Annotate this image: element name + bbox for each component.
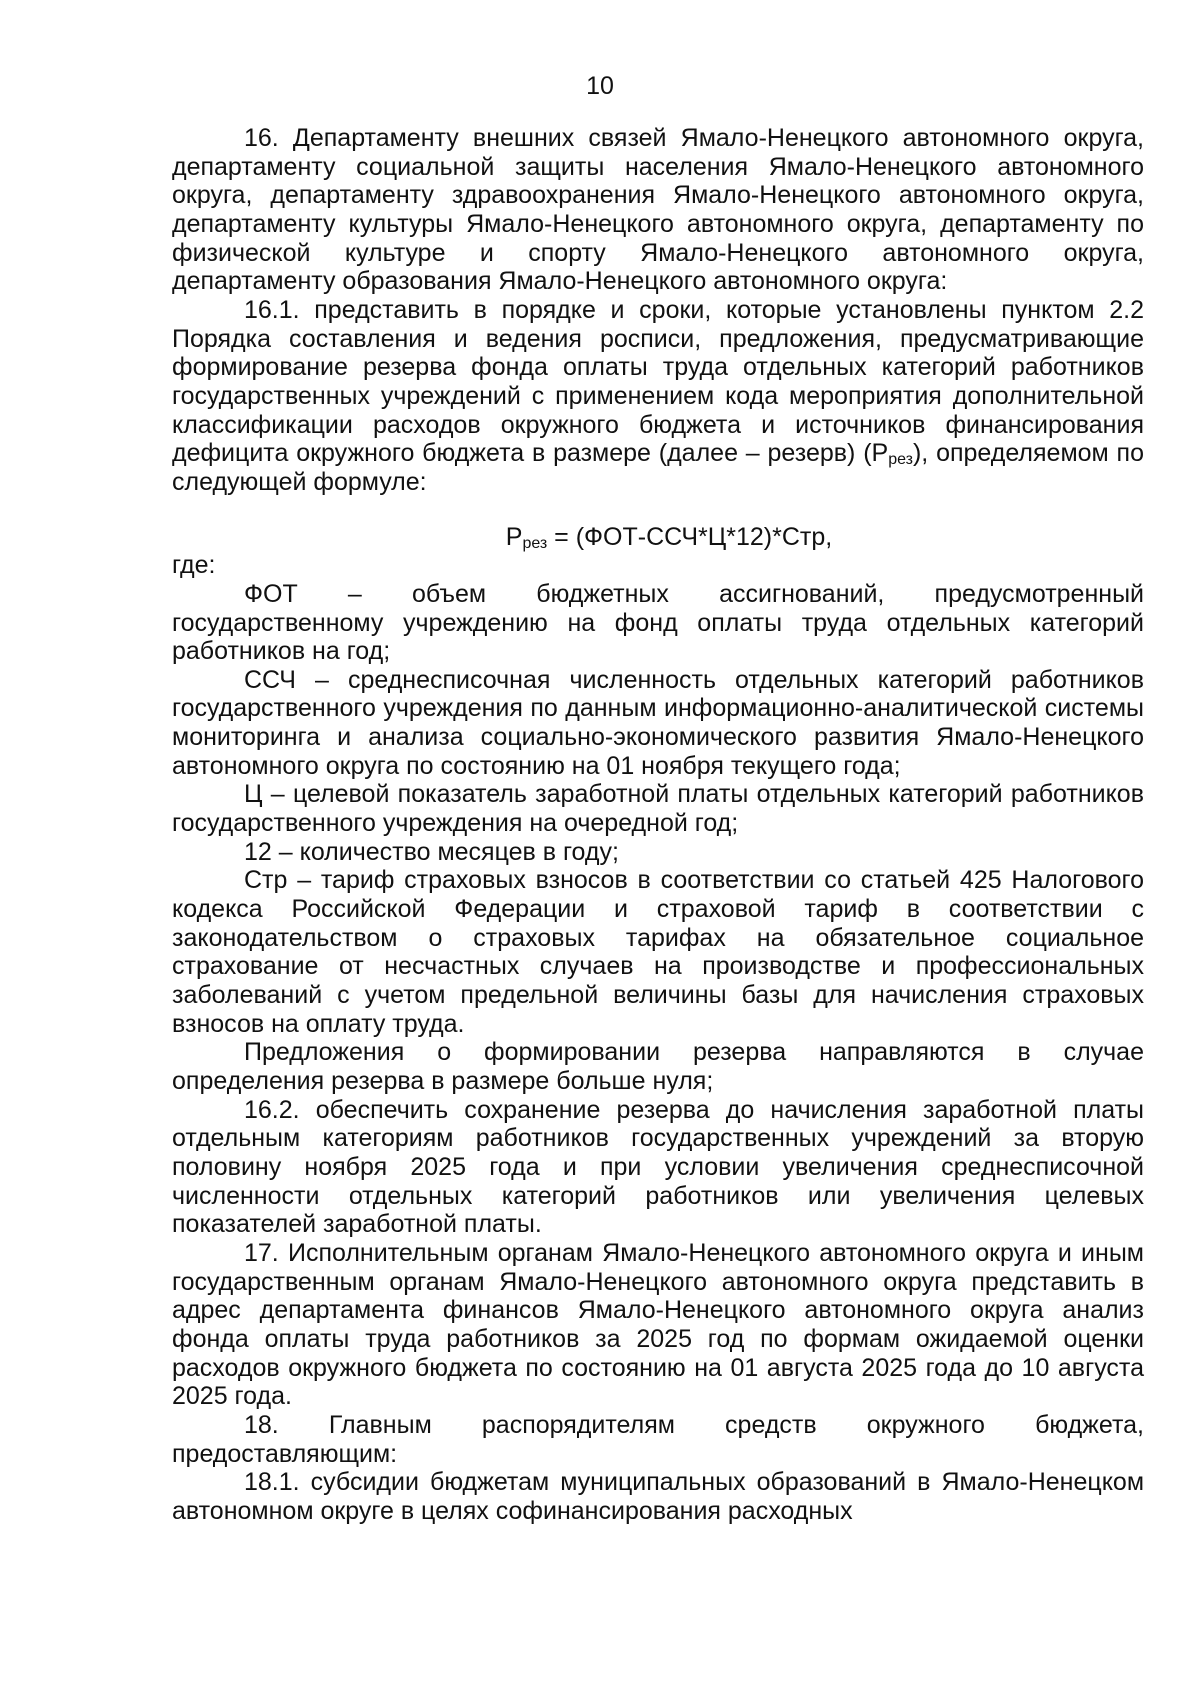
page-number: 10	[586, 72, 614, 100]
r-rez-subscript: рез	[888, 451, 913, 469]
paragraph-16-1	[172, 296, 1144, 497]
paragraph-18-1: 18.1. субсидии бюджетам муниципальных образований в Ямало-Ненецком автономном округе в целях софинансирования расходных	[172, 1468, 1144, 1525]
paragraph-16: 16. Департаменту внешних связей Ямало-Ненецкого автономного округа, департаменту социальной защиты населения Ямало-Ненецкого автономного округа, департаменту здравоохранения Ямало-Ненецкого автономного округа, департаменту культуры Ямало-Ненецкого автономного округа, департаменту по физической культуре и спорту Ямало-Ненецкого автономного округа, департаменту образования Ямало-Ненецкого автономного округа:	[172, 124, 1144, 296]
formula-rhs: = (ФОТ-ССЧ*Ц*12)*Стр,	[547, 522, 833, 551]
formula-lhs-subscript: рез	[522, 534, 548, 552]
paragraph-17: 17. Исполнительным органам Ямало-Ненецкого автономного округа и иным государственным органам Ямало-Ненецкого автономного округа представить в адрес департамента финансов Ямало-Ненецкого автономного округа анализ фонда оплаты труда работников за 2025 год по формам ожидаемой оценки расходов окружного бюджета по состоянию на 01 августа 2025 года до 10 августа 2025 года.	[172, 1238, 1144, 1411]
paragraph-18: 18. Главным распорядителям средств окружного бюджета, предоставляющим:	[172, 1410, 1144, 1468]
where-label: где:	[172, 551, 216, 580]
definition-ts: Ц – целевой показатель заработной платы отдельных категорий работников государственного учреждения на очередной год;	[172, 780, 1144, 838]
formula-lhs: Р	[505, 522, 523, 551]
definition-ssch: ССЧ – среднесписочная численность отдельных категорий работников государственного учреждения по данным информационно-аналитической системы мониторинга и анализа социально-экономического развития Ямало-Ненецкого автономного округа по состоянию на 01 ноября текущего года;	[172, 665, 1144, 780]
document-body	[172, 124, 1144, 1526]
proposals-paragraph: Предложения о формировании резерва направляются в случае определения резерва в размере больше нуля;	[172, 1038, 1144, 1095]
definition-str: Стр – тариф страховых взносов в соответствии со статьей 425 Налогового кодекса Российской Федерации и страховой тариф в соответствии с законодательством о страховых тарифах на обязательное социальное страхование от несчастных случаев на производстве и профессиональных заболеваний с учетом предельной величины базы для начисления страховых взносов на оплату труда.	[172, 866, 1144, 1038]
definition-months: 12 – количество месяцев в году;	[244, 837, 619, 866]
reserve-formula	[172, 523, 1144, 552]
paragraph-16-1-text: 16.1. представить в порядке и сроки, которые установлены пунктом 2.2 Порядка составления и ведения росписи, предложения, предусматривающие формирование резерва фонда оплаты труда отдельных категорий работников государственных учреждений с применением кода мероприятия дополнительной классификации расходов окружного бюджета и источников финансирования дефицита окружного бюджета в размере (далее – резерв) (Р	[172, 295, 1144, 468]
definition-fot: ФОТ – объем бюджетных ассигнований, предусмотренный государственному учреждению на фонд оплаты труда отдельных категорий работников на год;	[172, 579, 1144, 666]
paragraph-16-1-tail: ), определяемом по следующей формуле:	[172, 439, 1145, 496]
paragraph-16-2: 16.2. обеспечить сохранение резерва до начисления заработной платы отдельным категориям работников государственных учреждений за вторую половину ноября 2025 года и при условии увеличения среднесписочной численности отдельных категорий работников или увеличения целевых показателей заработной платы.	[172, 1095, 1144, 1239]
